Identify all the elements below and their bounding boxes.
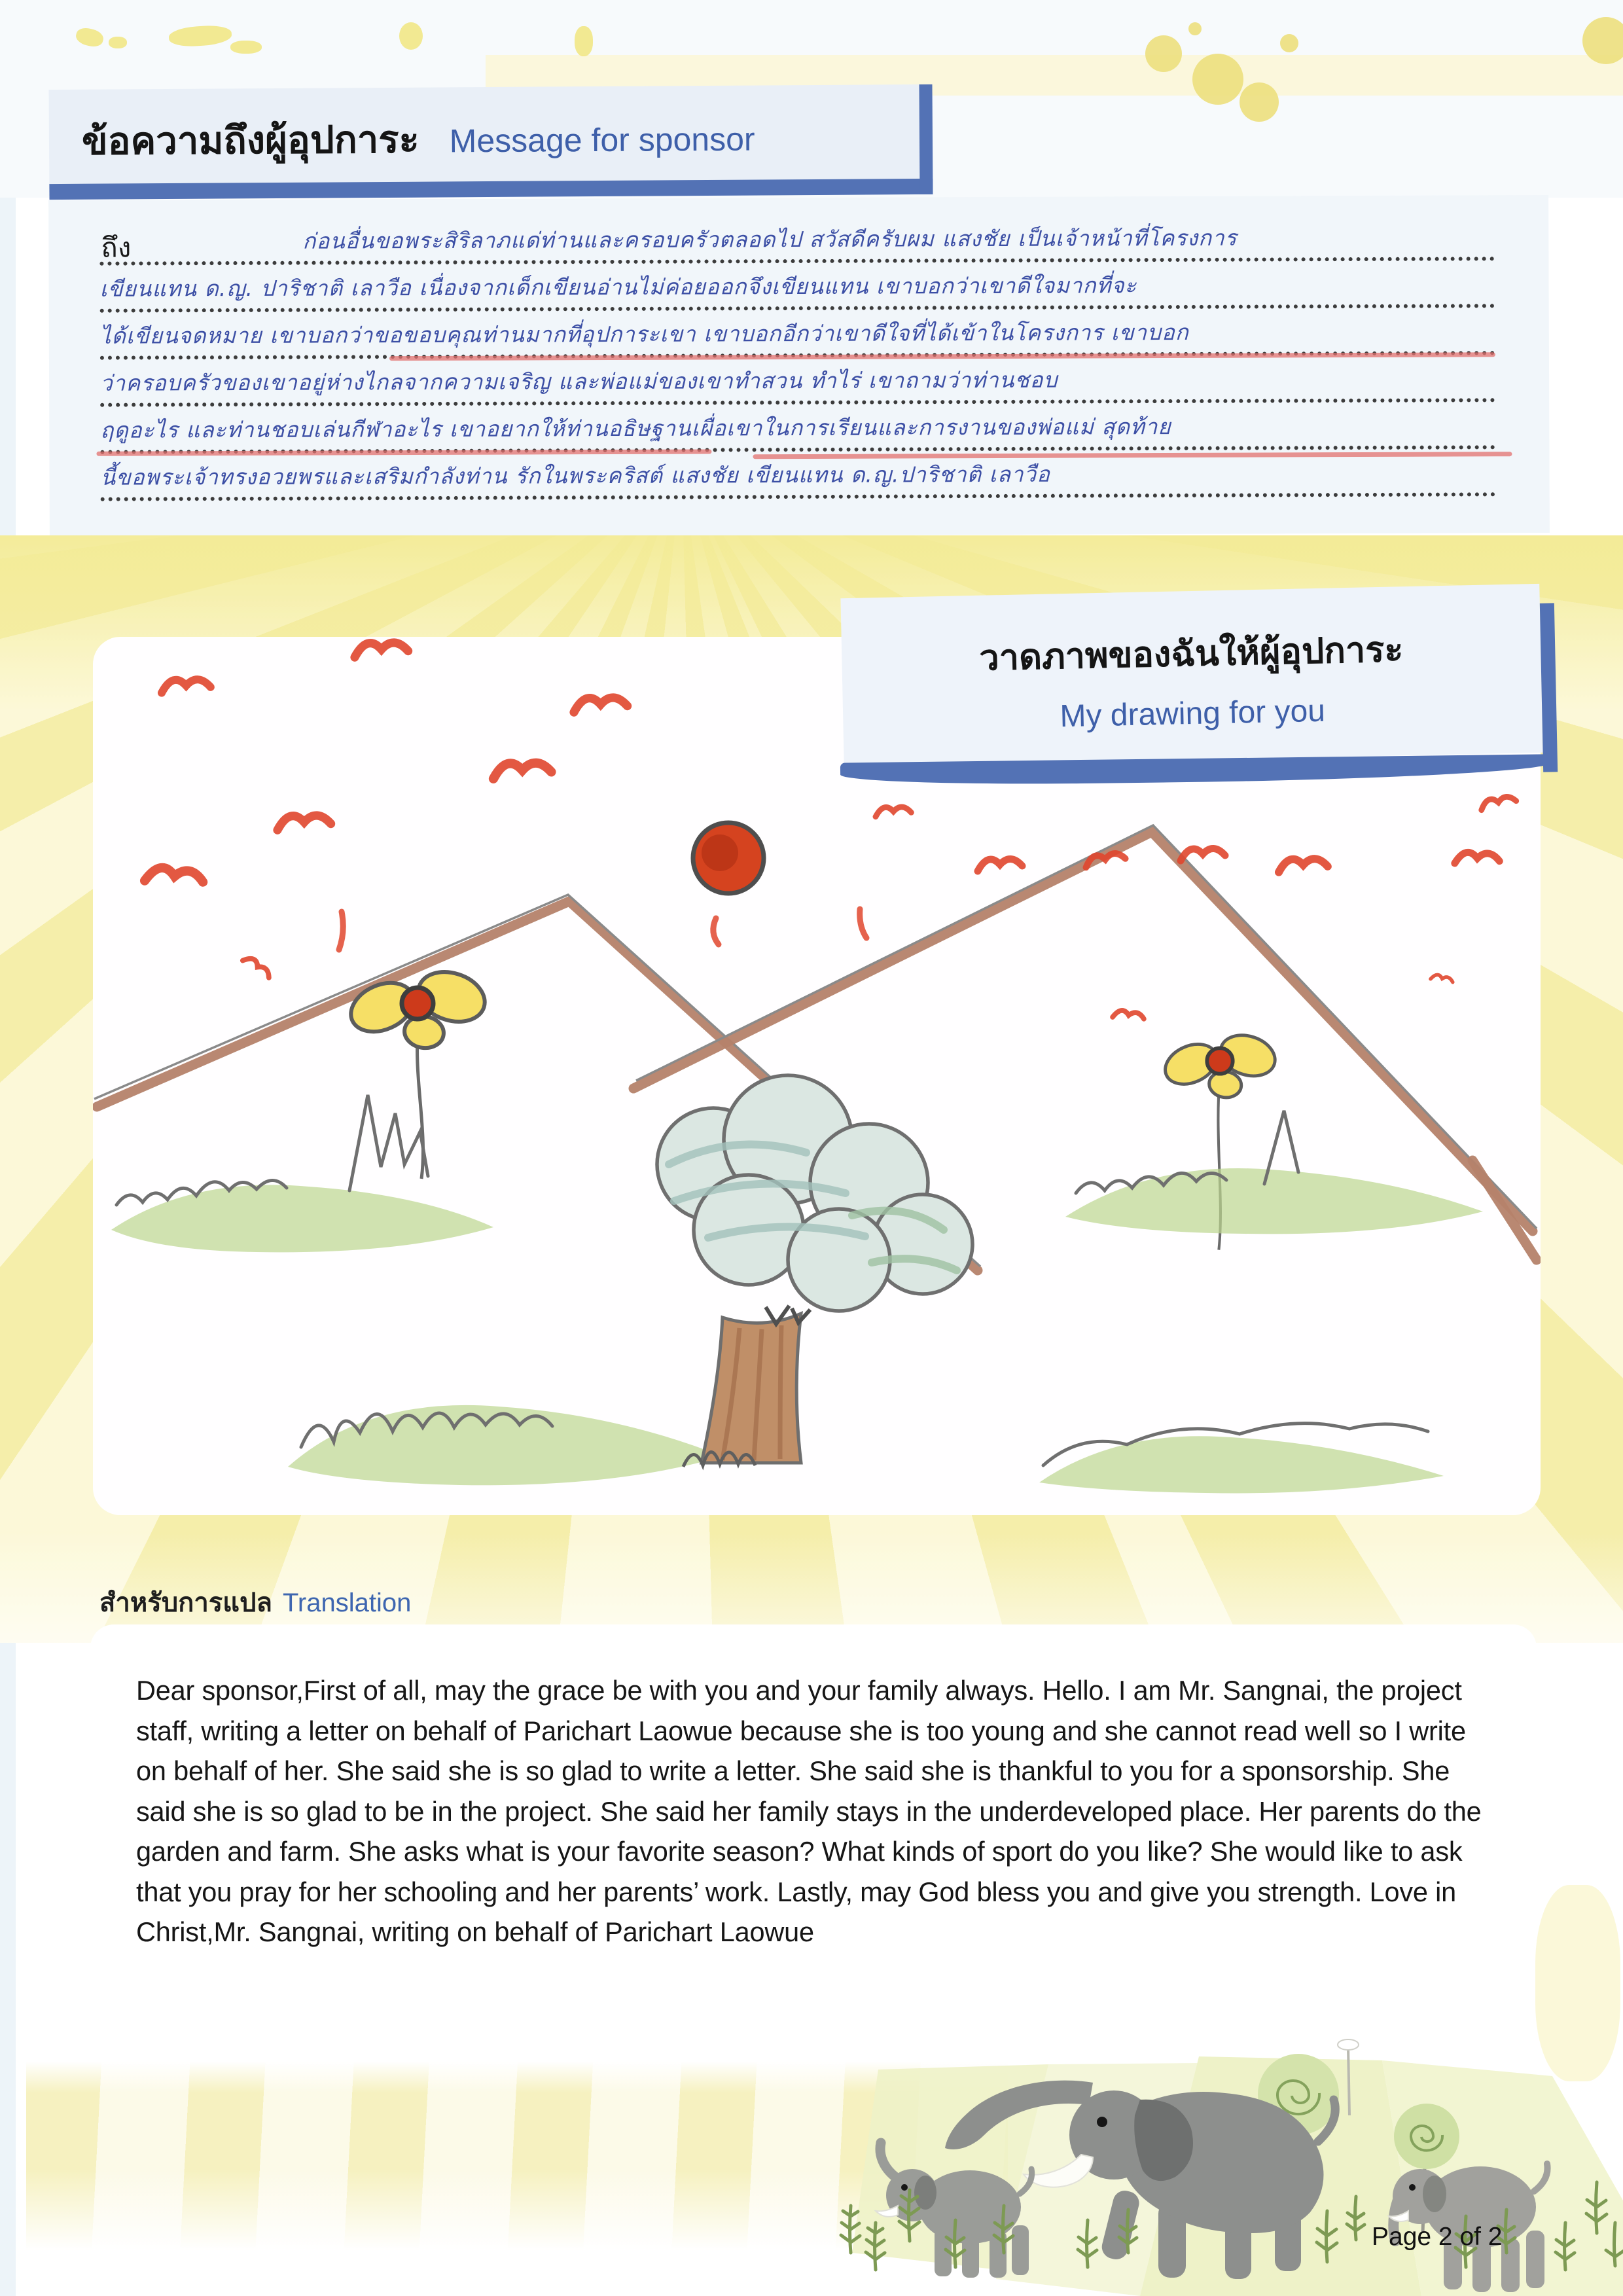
translation-label	[99, 1581, 411, 1623]
translation-body: Dear sponsor,First of all, may the grace be with you and your family always. Hello. I am Mr. Sangnai, the project staff, writing a letter on behalf of Parichart Laowue because she is too young and she cannot read well so I write on behalf of her. She said she is so glad to write a letter. She said she is thankful to you for a sponsorship. She said she is so glad to be in the project. She said her family stays in the underdeveloped place. Her parents do the garden and farm. She asks what is your favorite season? What kinds of sport do you like? She would like to ask that you pray for her schooling and her parents’ work. Lastly, may God bless you and give you strength. Love in Christ,Mr. Sangnai, writing on behalf of Parichart Laowue	[136, 1675, 1482, 1947]
dot-decoration-icon	[1582, 17, 1623, 64]
translation-box	[90, 1624, 1537, 2084]
page-number: Page 2 of 2	[1372, 2223, 1503, 2251]
drawing-header	[840, 584, 1543, 767]
handwritten-text: ก่อนอื่นขอพระสิริลาภแด่ท่านและครอบครัวตลอดไป สวัสดีครับผม แสงชัย เป็นเจ้าหน้าที่โครงการ	[302, 224, 1238, 254]
dot-decoration-icon	[1188, 22, 1202, 35]
dot-decoration-icon	[1192, 54, 1243, 105]
handwritten-text: ว่าครอบครัวของเขาอยู่ห่างไกลจากความเจริญ และพ่อแม่ของเขาทำสวน ทำไร่ เขาถามว่าท่านชอบ	[100, 367, 1058, 396]
handwritten-text: นี้ขอพระเจ้าทรงอวยพรและเสริมกำลังท่าน รักในพระคริสต์ แสงชัย เขียนแทน ด.ญ.ปาริชาติ เลาวือ	[100, 461, 1050, 490]
paint-daub-icon	[109, 37, 127, 48]
dot-decoration-icon	[1240, 82, 1279, 122]
dot-decoration-icon	[1145, 35, 1182, 72]
paint-daub-icon	[575, 26, 593, 56]
drawing-title-thai: วาดภาพของฉันให้ผู้อุปการะ	[978, 630, 1404, 678]
message-area	[48, 195, 1550, 538]
translation-label-english: Translation	[282, 1588, 412, 1617]
flower-drawing	[343, 964, 491, 1179]
paint-daub-icon	[399, 22, 423, 50]
message-title-english: Message for sponsor	[449, 120, 755, 160]
handwritten-text: ฤดูอะไร และท่านชอบเล่นกีฬาอะไร เขาอยากให้ท่านอธิษฐานเผื่อเขาในการเรียนและการงานของพ่อแม่ สุดท้าย	[100, 414, 1171, 443]
sun-drawing	[693, 823, 764, 944]
message-header	[48, 84, 933, 200]
handwritten-text: เขียนแทน ด.ญ. ปาริชาติ เลาวือ เนื่องจากเด็กเขียนอ่านไม่ค่อยออกจึงเขียนแทน เขาบอกว่าเขาดีใจมากที่จะ	[99, 272, 1137, 302]
message-title-thai: ข้อความถึงผู้อุปการะ	[81, 118, 419, 163]
tree-drawing	[657, 1075, 972, 1467]
handwritten-text: ได้เขียนจดหมาย เขาบอกว่าขอขอบคุณท่านมากที่อุปการะเขา เขาบอกอีกว่าเขาดีใจที่ได้เข้าในโครงการ เขาบอก	[99, 319, 1189, 349]
paint-daub-icon	[230, 41, 262, 54]
drawing-title-english: My drawing for you	[1059, 693, 1326, 734]
elephant-illustration	[832, 2037, 1623, 2296]
elephant-svg	[832, 2037, 1623, 2296]
elephant-eye	[1097, 2117, 1107, 2127]
dot-decoration-icon	[1280, 34, 1298, 52]
to-label: ถึง	[101, 232, 132, 263]
translation-label-thai: สำหรับการแปล	[99, 1588, 272, 1617]
